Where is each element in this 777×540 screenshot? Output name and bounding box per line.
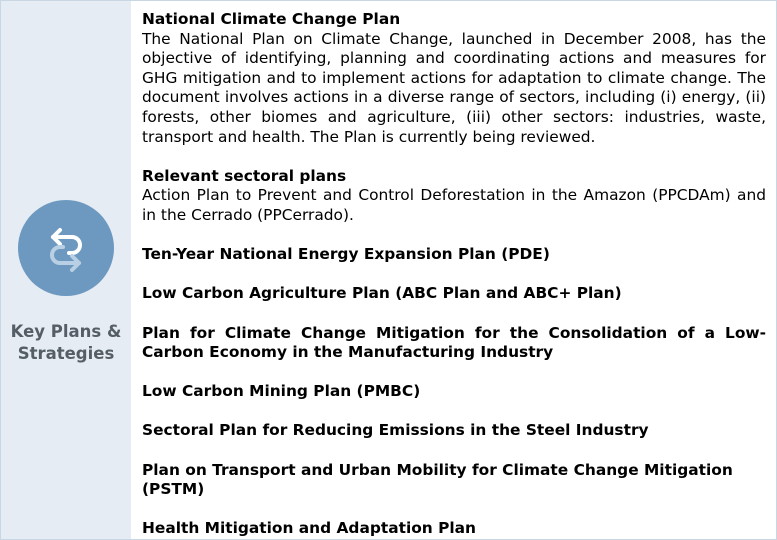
plan-item: Health Mitigation and Adaptation Plan (142, 519, 477, 538)
sidebar (1, 1, 131, 539)
section-heading: Relevant sectoral plans (142, 166, 347, 185)
plan-item: Ten-Year National Energy Expansion Plan (PDE) (142, 245, 550, 264)
plan-item: Plan on Transport and Urban Mobility for Climate Change Mitigation (PSTM) (142, 460, 733, 499)
section-sectoral-plans (142, 167, 766, 226)
sidebar-label: Key Plans & Strategies (10, 322, 122, 363)
plan-item: Plan for Climate Change Mitigation for the Consolidation of a Low-Carbon Economy in the Manufacturing Industry (142, 323, 766, 362)
section-body: Action Plan to Prevent and Control Deforestation in the Amazon (PPCDAm) and in the Cerrado (PPCerrado). (142, 186, 766, 224)
section-body: The National Plan on Climate Change, launched in December 2008, has the objective of identifying, planning and coordinating actions and measures for GHG mitigation and to implement actions for adaptation to climate change. The document involves actions in a diverse range of sectors, including (i) energy, (ii) forests, other biomes and agriculture, (iii) other sectors: industries, waste, transport and health. The Plan is currently being reviewed. (142, 29, 766, 146)
plan-item: Low Carbon Mining Plan (PMBC) (142, 382, 421, 401)
section-national-plan (142, 10, 766, 147)
plan-item: Low Carbon Agriculture Plan (ABC Plan and ABC+ Plan) (142, 284, 622, 303)
plan-item: Sectoral Plan for Reducing Emissions in the Steel Industry (142, 421, 649, 440)
section-heading: National Climate Change Plan (142, 10, 401, 28)
swap-arrows-icon (18, 200, 114, 296)
content (131, 1, 776, 539)
